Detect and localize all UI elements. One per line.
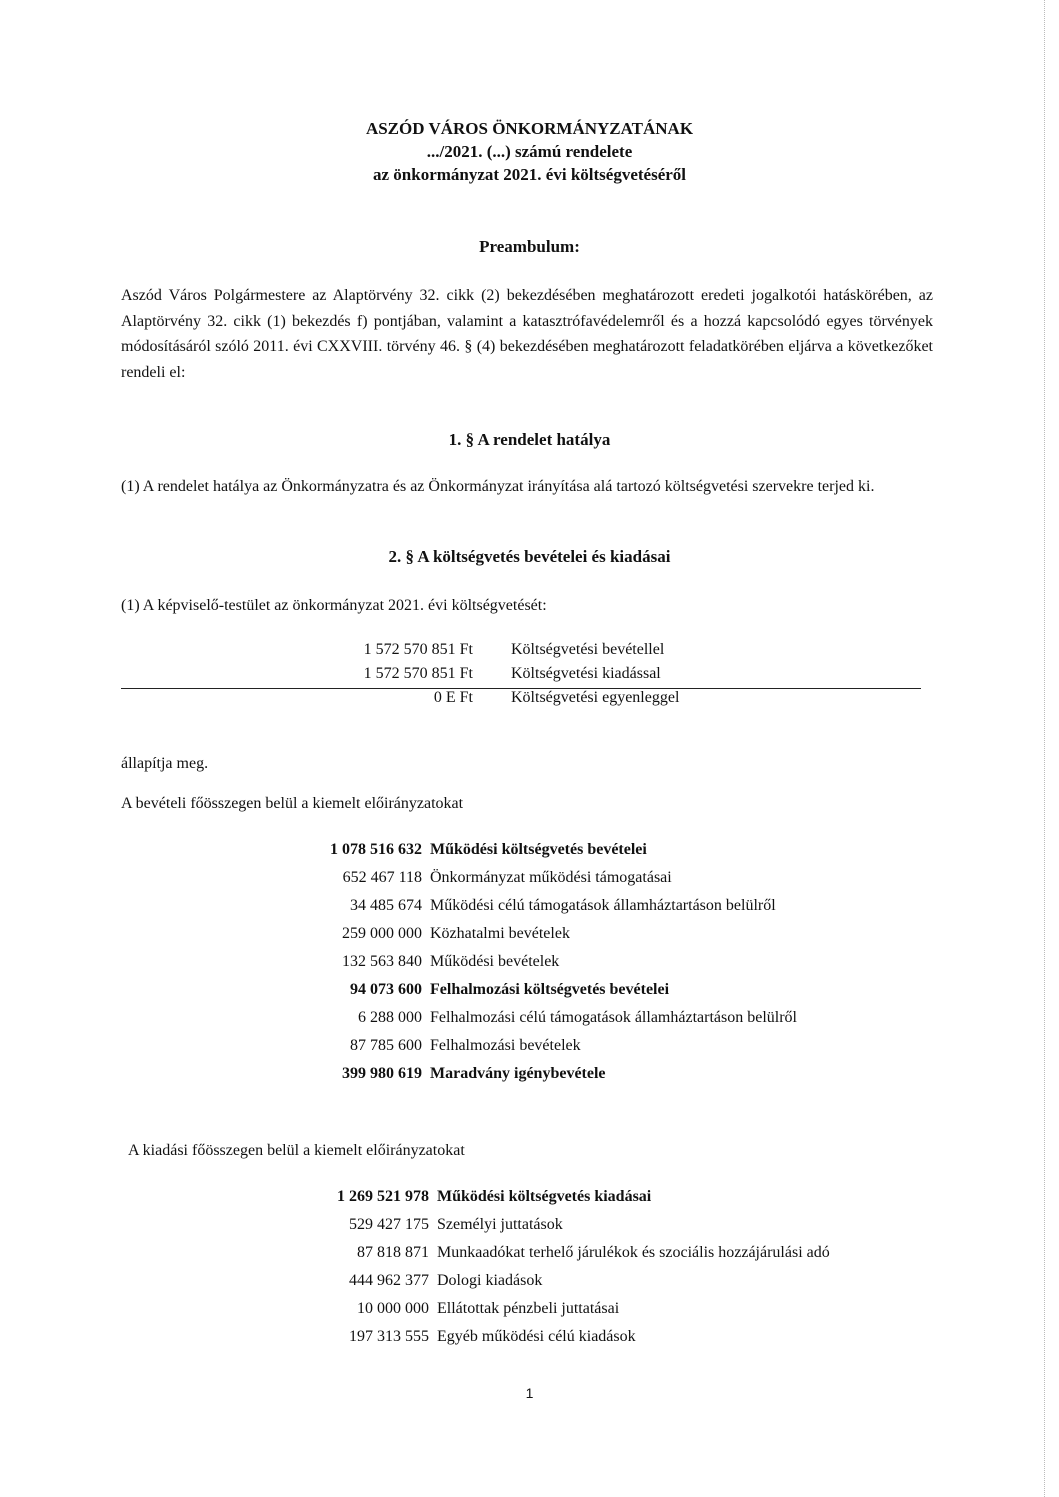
preamble-heading: Preambulum:: [479, 237, 580, 256]
allocation-amount: 10 000 000: [357, 1300, 429, 1317]
allocation-row: [292, 1009, 1012, 1037]
allocation-row: [299, 1216, 1019, 1244]
allocation-amount: 1 269 521 978: [337, 1188, 429, 1205]
allocation-label: Működési költségvetés kiadásai: [437, 1188, 652, 1205]
allocation-label: Közhatalmi bevételek: [430, 925, 570, 942]
summary-amount: 1 572 570 851 Ft: [363, 665, 473, 682]
allocation-amount: 529 427 175: [349, 1216, 429, 1233]
allocation-label: Egyéb működési célú kiadások: [437, 1328, 636, 1345]
revenue-allocation-list: [292, 841, 1012, 1093]
allocation-row: [299, 1272, 1019, 1300]
allocation-label: Önkormányzat működési támogatásai: [430, 869, 672, 886]
allocation-row: [299, 1328, 1019, 1356]
allocation-amount: 197 313 555: [349, 1328, 429, 1345]
revenue-intro: A bevételi főösszegen belül a kiemelt előirányzatokat: [121, 795, 464, 812]
allocation-amount: 399 980 619: [342, 1065, 422, 1082]
allocation-row: [299, 1188, 1019, 1216]
summary-amount: 1 572 570 851 Ft: [363, 641, 473, 658]
summary-amount: 0 E Ft: [433, 689, 473, 706]
summary-closing: állapítja meg.: [121, 755, 209, 772]
allocation-row: [292, 841, 1012, 869]
allocation-label: Felhalmozási bevételek: [430, 1037, 581, 1054]
section-1-text: (1) A rendelet hatálya az Önkormányzatra és az Önkormányzat irányítása alá tartozó költségvetési szervekre terjed ki.: [121, 478, 875, 495]
allocation-amount: 1 078 516 632: [330, 841, 422, 858]
preamble-text: Aszód Város Polgármestere az Alaptörvény 32. cikk (2) bekezdésében meghatározott eredeti jogalkotói hatáskörében, az Alaptörvény 32. cikk (1) bekezdés f) pontjában, valamint a katasztrófavédelemről és a hozzá kapcsolódó egyes törvények módosításáról szóló 2011. évi CXXVIII. törvény 46. § (4) bekezdésében meghatározott feladatkörében eljárva a következőket rendeli el:: [121, 287, 933, 381]
budget-summary-table: [121, 641, 921, 713]
section-2-intro: (1) A képviselő-testület az önkormányzat 2021. évi költségvetését:: [121, 597, 547, 614]
scan-artifact-line: [1044, 0, 1045, 1497]
allocation-amount: 87 818 871: [357, 1244, 429, 1261]
allocation-label: Személyi juttatások: [437, 1216, 563, 1233]
expense-intro: A kiadási főösszegen belül a kiemelt előirányzatokat: [128, 1142, 465, 1159]
summary-row-revenue: [121, 641, 921, 665]
allocation-label: Ellátottak pénzbeli juttatásai: [437, 1300, 620, 1317]
allocation-label: Munkaadókat terhelő járulékok és szociális hozzájárulási adó: [437, 1244, 830, 1261]
summary-row-expense: [121, 665, 921, 689]
allocation-row: [299, 1244, 1019, 1272]
summary-row-balance: [121, 689, 921, 713]
section-1-heading: 1. § A rendelet hatálya: [448, 430, 611, 449]
summary-label: Költségvetési egyenleggel: [511, 689, 680, 706]
section-2-heading: 2. § A költségvetés bevételei és kiadásai: [388, 547, 671, 566]
summary-label: Költségvetési bevétellel: [511, 641, 665, 658]
allocation-label: Működési bevételek: [430, 953, 560, 970]
allocation-row: [292, 1065, 1012, 1093]
document-title-line-3: az önkormányzat 2021. évi költségvetéséről: [372, 165, 687, 184]
summary-label: Költségvetési kiadással: [511, 665, 661, 682]
allocation-row: [292, 1037, 1012, 1065]
allocation-amount: 652 467 118: [342, 869, 422, 886]
allocation-row: [299, 1300, 1019, 1328]
allocation-label: Működési célú támogatások államháztartáson belülről: [430, 897, 776, 914]
allocation-amount: 34 485 674: [350, 897, 422, 914]
allocation-label: Felhalmozási célú támogatások államháztartáson belülről: [430, 1009, 797, 1026]
allocation-row: [292, 953, 1012, 981]
allocation-label: Maradvány igénybevétele: [430, 1065, 606, 1082]
allocation-label: Dologi kiadások: [437, 1272, 543, 1289]
allocation-amount: 444 962 377: [349, 1272, 429, 1289]
document-title-line-1: ASZÓD VÁROS ÖNKORMÁNYZATÁNAK: [365, 119, 694, 138]
allocation-row: [292, 869, 1012, 897]
allocation-row: [292, 925, 1012, 953]
page-number: 1: [525, 1385, 534, 1401]
allocation-label: Működési költségvetés bevételei: [430, 841, 647, 858]
allocation-amount: 259 000 000: [342, 925, 422, 942]
allocation-amount: 6 288 000: [358, 1009, 422, 1026]
allocation-row: [292, 981, 1012, 1009]
allocation-row: [292, 897, 1012, 925]
allocation-amount: 132 563 840: [342, 953, 422, 970]
allocation-amount: 94 073 600: [350, 981, 422, 998]
allocation-amount: 87 785 600: [350, 1037, 422, 1054]
document-title-line-2: .../2021. (...) számú rendelete: [426, 142, 633, 161]
expense-allocation-list: [299, 1188, 1019, 1356]
allocation-label: Felhalmozási költségvetés bevételei: [430, 981, 670, 998]
